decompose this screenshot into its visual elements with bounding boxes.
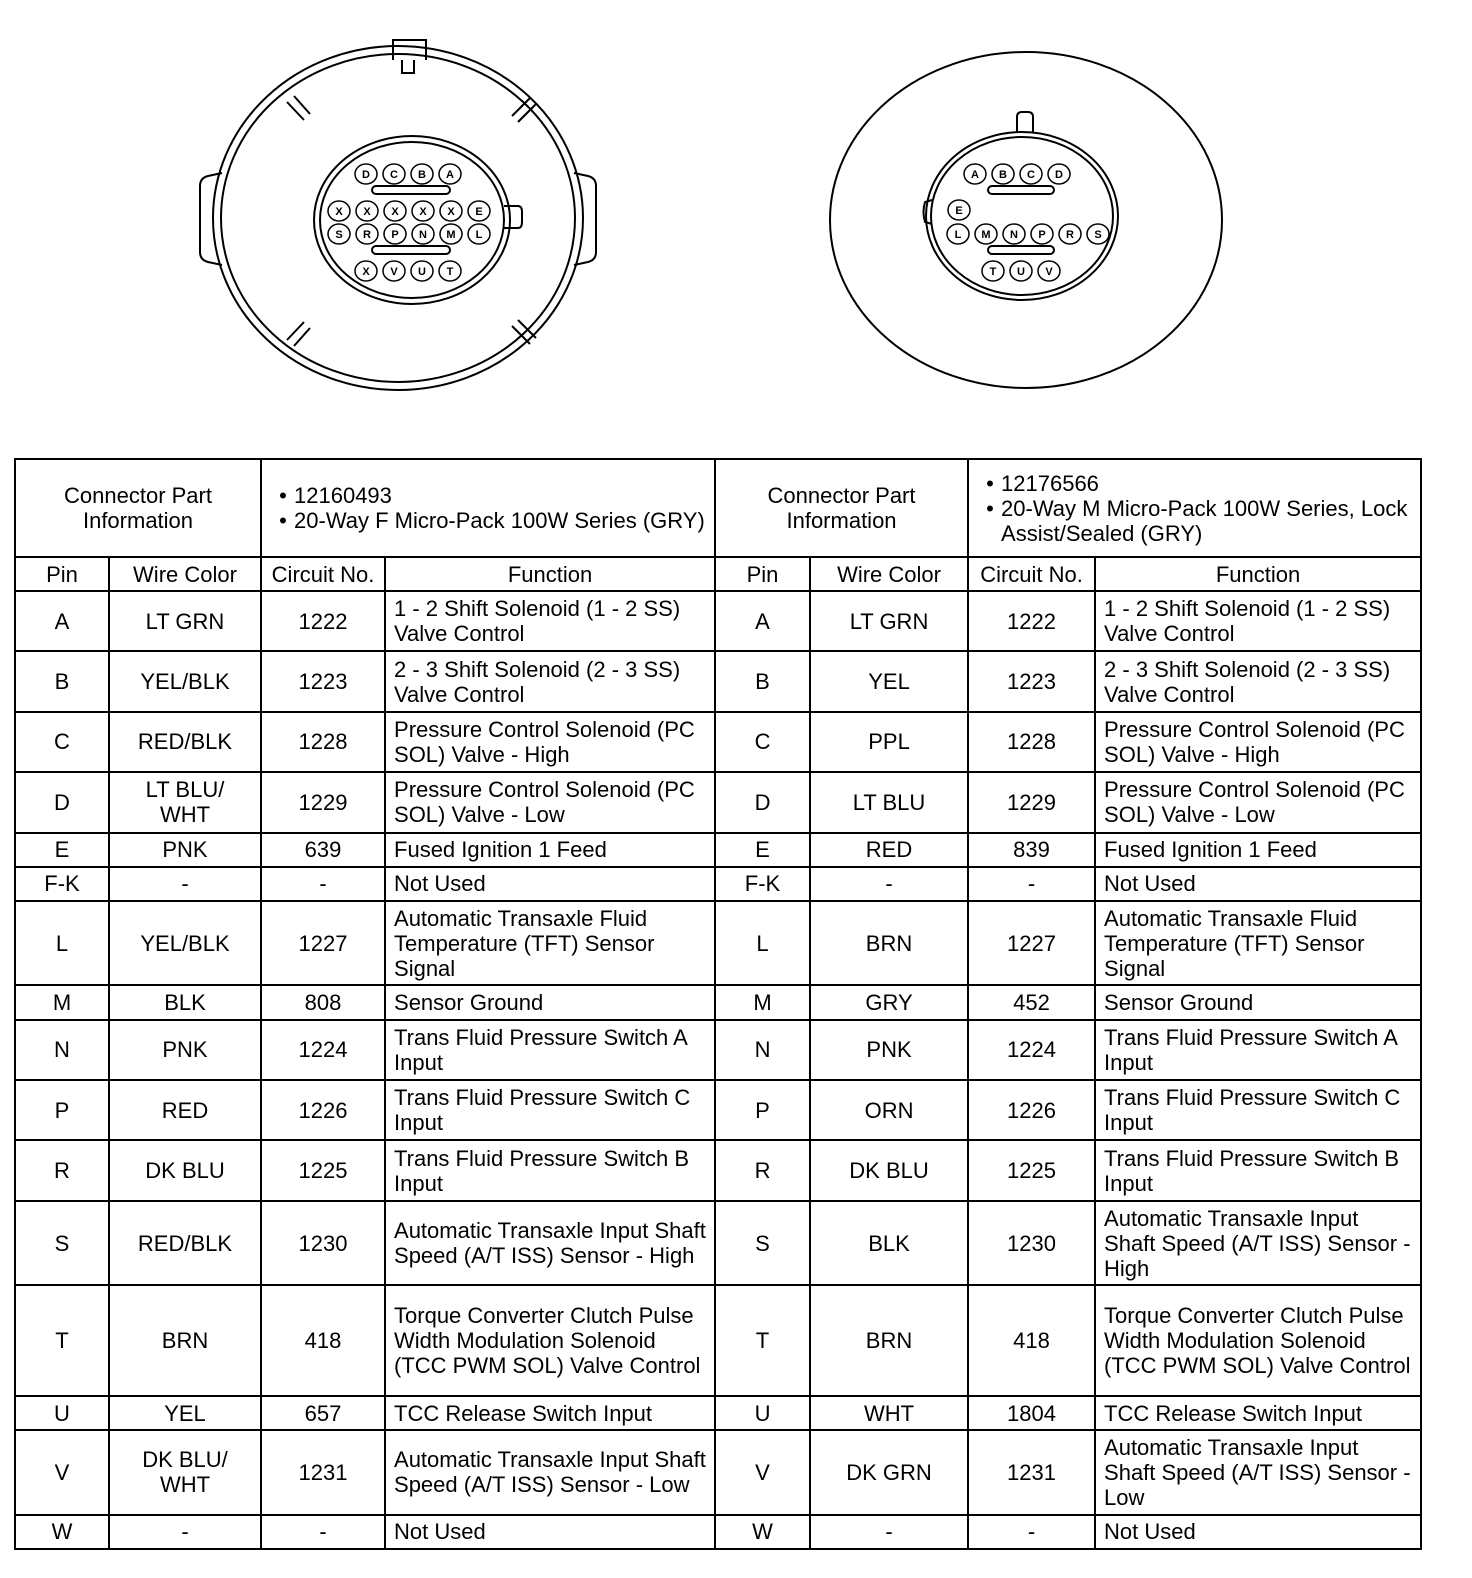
right-circuit-no: -	[968, 1515, 1095, 1549]
female-pin-label: X	[335, 206, 343, 218]
right-pin: D	[715, 772, 810, 832]
col-wire-header: Wire Color	[810, 557, 968, 591]
male-pin-label: T	[989, 266, 997, 278]
col-pin-header: Pin	[715, 557, 810, 591]
right-wire-color: WHT	[810, 1396, 968, 1430]
female-pin-label: A	[446, 169, 454, 181]
right-wire-color: -	[810, 1515, 968, 1549]
left-wire-color: RED/BLK	[109, 1201, 261, 1286]
left-function: Sensor Ground	[385, 985, 715, 1019]
right-function: Torque Converter Clutch Pulse Width Modulation Solenoid (TCC PWM SOL) Valve Control	[1095, 1285, 1421, 1396]
right-wire-color: PPL	[810, 712, 968, 772]
left-function: Automatic Transaxle Input Shaft Speed (A/T ISS) Sensor - High	[385, 1201, 715, 1286]
table-row	[15, 1201, 1421, 1286]
right-wire-color: ORN	[810, 1080, 968, 1140]
male-pin-label: E	[955, 205, 963, 217]
pinout-table	[14, 458, 1422, 1550]
right-circuit-no: 839	[968, 833, 1095, 867]
table-row	[15, 985, 1421, 1019]
left-pin: R	[15, 1140, 109, 1200]
table-row	[15, 591, 1421, 651]
right-function: Pressure Control Solenoid (PC SOL) Valve - High	[1095, 712, 1421, 772]
table-row	[15, 1080, 1421, 1140]
left-pin: S	[15, 1201, 109, 1286]
left-circuit-no: 657	[261, 1396, 385, 1430]
female-pin-label: X	[363, 206, 371, 218]
col-circuit-header: Circuit No.	[968, 557, 1095, 591]
right-pin: C	[715, 712, 810, 772]
left-circuit-no: 1223	[261, 651, 385, 711]
right-function: Automatic Transaxle Fluid Temperature (TFT) Sensor Signal	[1095, 901, 1421, 986]
female-pin-label: X	[447, 206, 455, 218]
right-circuit-no: 452	[968, 985, 1095, 1019]
right-circuit-no: 1224	[968, 1020, 1095, 1080]
column-header-row	[15, 557, 1421, 591]
right-function: Not Used	[1095, 867, 1421, 901]
male-connector-face	[830, 52, 1222, 388]
female-pin-label: X	[419, 206, 427, 218]
right-pin: R	[715, 1140, 810, 1200]
left-wire-color: BLK	[109, 985, 261, 1019]
right-function: 1 - 2 Shift Solenoid (1 - 2 SS) Valve Control	[1095, 591, 1421, 651]
right-wire-color: BLK	[810, 1201, 968, 1286]
left-info-label: Connector Part Information	[15, 459, 261, 557]
left-function: Torque Converter Clutch Pulse Width Modulation Solenoid (TCC PWM SOL) Valve Control	[385, 1285, 715, 1396]
left-function: Not Used	[385, 1515, 715, 1549]
col-pin-header: Pin	[15, 557, 109, 591]
female-pin-label: X	[362, 266, 370, 278]
left-pin: T	[15, 1285, 109, 1396]
right-wire-color: BRN	[810, 1285, 968, 1396]
left-pin: U	[15, 1396, 109, 1430]
right-circuit-no: 1231	[968, 1430, 1095, 1515]
left-wire-color: -	[109, 1515, 261, 1549]
left-function: 2 - 3 Shift Solenoid (2 - 3 SS) Valve Control	[385, 651, 715, 711]
left-circuit-no: 1226	[261, 1080, 385, 1140]
left-wire-color: YEL/BLK	[109, 901, 261, 986]
right-pin: N	[715, 1020, 810, 1080]
left-pin: D	[15, 772, 109, 832]
female-pin-labels	[328, 164, 490, 281]
table-row	[15, 1515, 1421, 1549]
female-pin-label: V	[390, 266, 398, 278]
table-row	[15, 901, 1421, 986]
male-pin-label: P	[1038, 229, 1046, 241]
right-function: Trans Fluid Pressure Switch A Input	[1095, 1020, 1421, 1080]
right-pin: M	[715, 985, 810, 1019]
table-row	[15, 712, 1421, 772]
right-pin: P	[715, 1080, 810, 1140]
left-wire-color: -	[109, 867, 261, 901]
left-wire-color: YEL	[109, 1396, 261, 1430]
male-pin-label: R	[1066, 229, 1074, 241]
right-circuit-no: -	[968, 867, 1095, 901]
right-wire-color: RED	[810, 833, 968, 867]
right-wire-color: LT GRN	[810, 591, 968, 651]
left-function: Fused Ignition 1 Feed	[385, 833, 715, 867]
male-pin-labels	[947, 164, 1109, 281]
left-wire-color: LT GRN	[109, 591, 261, 651]
female-pin-label: N	[419, 229, 427, 241]
male-pin-label: A	[971, 169, 979, 181]
right-pin: V	[715, 1430, 810, 1515]
connector-diagram	[0, 0, 1472, 430]
right-info-label: Connector Part Information	[715, 459, 968, 557]
left-function: Trans Fluid Pressure Switch C Input	[385, 1080, 715, 1140]
left-part-desc: • 20-Way F Micro-Pack 100W Series (GRY)	[270, 508, 706, 533]
left-pin: M	[15, 985, 109, 1019]
left-pin: C	[15, 712, 109, 772]
left-circuit-no: 1227	[261, 901, 385, 986]
table-row	[15, 1285, 1421, 1396]
female-pin-label: B	[418, 169, 426, 181]
right-function: Fused Ignition 1 Feed	[1095, 833, 1421, 867]
left-pin: N	[15, 1020, 109, 1080]
right-wire-color: YEL	[810, 651, 968, 711]
left-circuit-no: 1229	[261, 772, 385, 832]
left-wire-color: DK BLU/ WHT	[109, 1430, 261, 1515]
left-part-info	[261, 459, 715, 557]
right-function: 2 - 3 Shift Solenoid (2 - 3 SS) Valve Control	[1095, 651, 1421, 711]
right-pin: U	[715, 1396, 810, 1430]
female-pin-label: U	[418, 266, 426, 278]
female-pin-label: C	[390, 169, 398, 181]
male-pin-label: M	[981, 229, 991, 241]
female-pin-label: X	[391, 206, 399, 218]
right-wire-color: LT BLU	[810, 772, 968, 832]
left-function: Trans Fluid Pressure Switch B Input	[385, 1140, 715, 1200]
female-pin-label: S	[335, 229, 343, 241]
right-part-desc: • 20-Way M Micro-Pack 100W Series, Lock Assist/Sealed (GRY)	[977, 496, 1412, 546]
col-circuit-header: Circuit No.	[261, 557, 385, 591]
left-circuit-no: 1228	[261, 712, 385, 772]
table-row	[15, 1396, 1421, 1430]
right-function: Automatic Transaxle Input Shaft Speed (A/T ISS) Sensor - Low	[1095, 1430, 1421, 1515]
left-function: 1 - 2 Shift Solenoid (1 - 2 SS) Valve Control	[385, 591, 715, 651]
right-part-number: • 12176566	[977, 471, 1412, 496]
left-circuit-no: 418	[261, 1285, 385, 1396]
left-circuit-no: -	[261, 867, 385, 901]
right-circuit-no: 418	[968, 1285, 1095, 1396]
female-pin-label: R	[363, 229, 371, 241]
left-function: Trans Fluid Pressure Switch A Input	[385, 1020, 715, 1080]
right-wire-color: GRY	[810, 985, 968, 1019]
left-pin: B	[15, 651, 109, 711]
male-pin-label: N	[1010, 229, 1018, 241]
right-wire-color: PNK	[810, 1020, 968, 1080]
left-pin: W	[15, 1515, 109, 1549]
female-pin-label: T	[446, 266, 454, 278]
left-wire-color: LT BLU/ WHT	[109, 772, 261, 832]
right-function: TCC Release Switch Input	[1095, 1396, 1421, 1430]
left-circuit-no: 1231	[261, 1430, 385, 1515]
left-circuit-no: 1224	[261, 1020, 385, 1080]
table-row	[15, 1020, 1421, 1080]
table-row	[15, 651, 1421, 711]
right-pin: T	[715, 1285, 810, 1396]
right-pin: W	[715, 1515, 810, 1549]
right-pin: L	[715, 901, 810, 986]
right-wire-color: BRN	[810, 901, 968, 986]
left-pin: P	[15, 1080, 109, 1140]
right-function: Not Used	[1095, 1515, 1421, 1549]
left-circuit-no: 639	[261, 833, 385, 867]
left-wire-color: RED	[109, 1080, 261, 1140]
table-row	[15, 867, 1421, 901]
col-wire-header: Wire Color	[109, 557, 261, 591]
left-pin: V	[15, 1430, 109, 1515]
female-pin-label: P	[391, 229, 399, 241]
left-pin: F-K	[15, 867, 109, 901]
right-circuit-no: 1222	[968, 591, 1095, 651]
male-pin-label: D	[1055, 169, 1063, 181]
female-pin-label: D	[362, 169, 370, 181]
left-circuit-no: 808	[261, 985, 385, 1019]
male-pin-label: U	[1017, 266, 1025, 278]
left-wire-color: PNK	[109, 833, 261, 867]
female-pin-label: E	[475, 206, 483, 218]
left-circuit-no: 1230	[261, 1201, 385, 1286]
right-pin: F-K	[715, 867, 810, 901]
left-function: Not Used	[385, 867, 715, 901]
right-pin: A	[715, 591, 810, 651]
right-circuit-no: 1226	[968, 1080, 1095, 1140]
female-pin-label: M	[446, 229, 456, 241]
table-row	[15, 1430, 1421, 1515]
left-pin: L	[15, 901, 109, 986]
left-wire-color: DK BLU	[109, 1140, 261, 1200]
right-part-info	[968, 459, 1421, 557]
right-circuit-no: 1223	[968, 651, 1095, 711]
left-function: Automatic Transaxle Input Shaft Speed (A/T ISS) Sensor - Low	[385, 1430, 715, 1515]
col-function-header: Function	[385, 557, 715, 591]
left-part-number: • 12160493	[270, 483, 706, 508]
female-pin-label: L	[475, 229, 483, 241]
male-pin-label: C	[1027, 169, 1035, 181]
left-function: Pressure Control Solenoid (PC SOL) Valve - Low	[385, 772, 715, 832]
male-pin-label: B	[999, 169, 1007, 181]
right-circuit-no: 1227	[968, 901, 1095, 986]
right-circuit-no: 1229	[968, 772, 1095, 832]
left-pin: E	[15, 833, 109, 867]
right-circuit-no: 1225	[968, 1140, 1095, 1200]
male-pin-label: L	[954, 229, 962, 241]
col-function-header: Function	[1095, 557, 1421, 591]
left-circuit-no: 1225	[261, 1140, 385, 1200]
right-wire-color: DK GRN	[810, 1430, 968, 1515]
right-circuit-no: 1230	[968, 1201, 1095, 1286]
right-pin: S	[715, 1201, 810, 1286]
table-row	[15, 833, 1421, 867]
right-wire-color: DK BLU	[810, 1140, 968, 1200]
left-wire-color: RED/BLK	[109, 712, 261, 772]
right-circuit-no: 1228	[968, 712, 1095, 772]
left-wire-color: YEL/BLK	[109, 651, 261, 711]
left-wire-color: BRN	[109, 1285, 261, 1396]
left-circuit-no: 1222	[261, 591, 385, 651]
right-circuit-no: 1804	[968, 1396, 1095, 1430]
male-pin-label: V	[1045, 266, 1053, 278]
left-function: Pressure Control Solenoid (PC SOL) Valve - High	[385, 712, 715, 772]
left-circuit-no: -	[261, 1515, 385, 1549]
table-row	[15, 772, 1421, 832]
left-function: Automatic Transaxle Fluid Temperature (TFT) Sensor Signal	[385, 901, 715, 986]
right-function: Trans Fluid Pressure Switch C Input	[1095, 1080, 1421, 1140]
right-wire-color: -	[810, 867, 968, 901]
left-wire-color: PNK	[109, 1020, 261, 1080]
right-function: Pressure Control Solenoid (PC SOL) Valve - Low	[1095, 772, 1421, 832]
left-pin: A	[15, 591, 109, 651]
male-pin-label: S	[1094, 229, 1102, 241]
right-pin: B	[715, 651, 810, 711]
left-function: TCC Release Switch Input	[385, 1396, 715, 1430]
right-pin: E	[715, 833, 810, 867]
table-row	[15, 1140, 1421, 1200]
right-function: Trans Fluid Pressure Switch B Input	[1095, 1140, 1421, 1200]
right-function: Sensor Ground	[1095, 985, 1421, 1019]
right-function: Automatic Transaxle Input Shaft Speed (A/T ISS) Sensor - High	[1095, 1201, 1421, 1286]
connector-info-row	[15, 459, 1421, 557]
